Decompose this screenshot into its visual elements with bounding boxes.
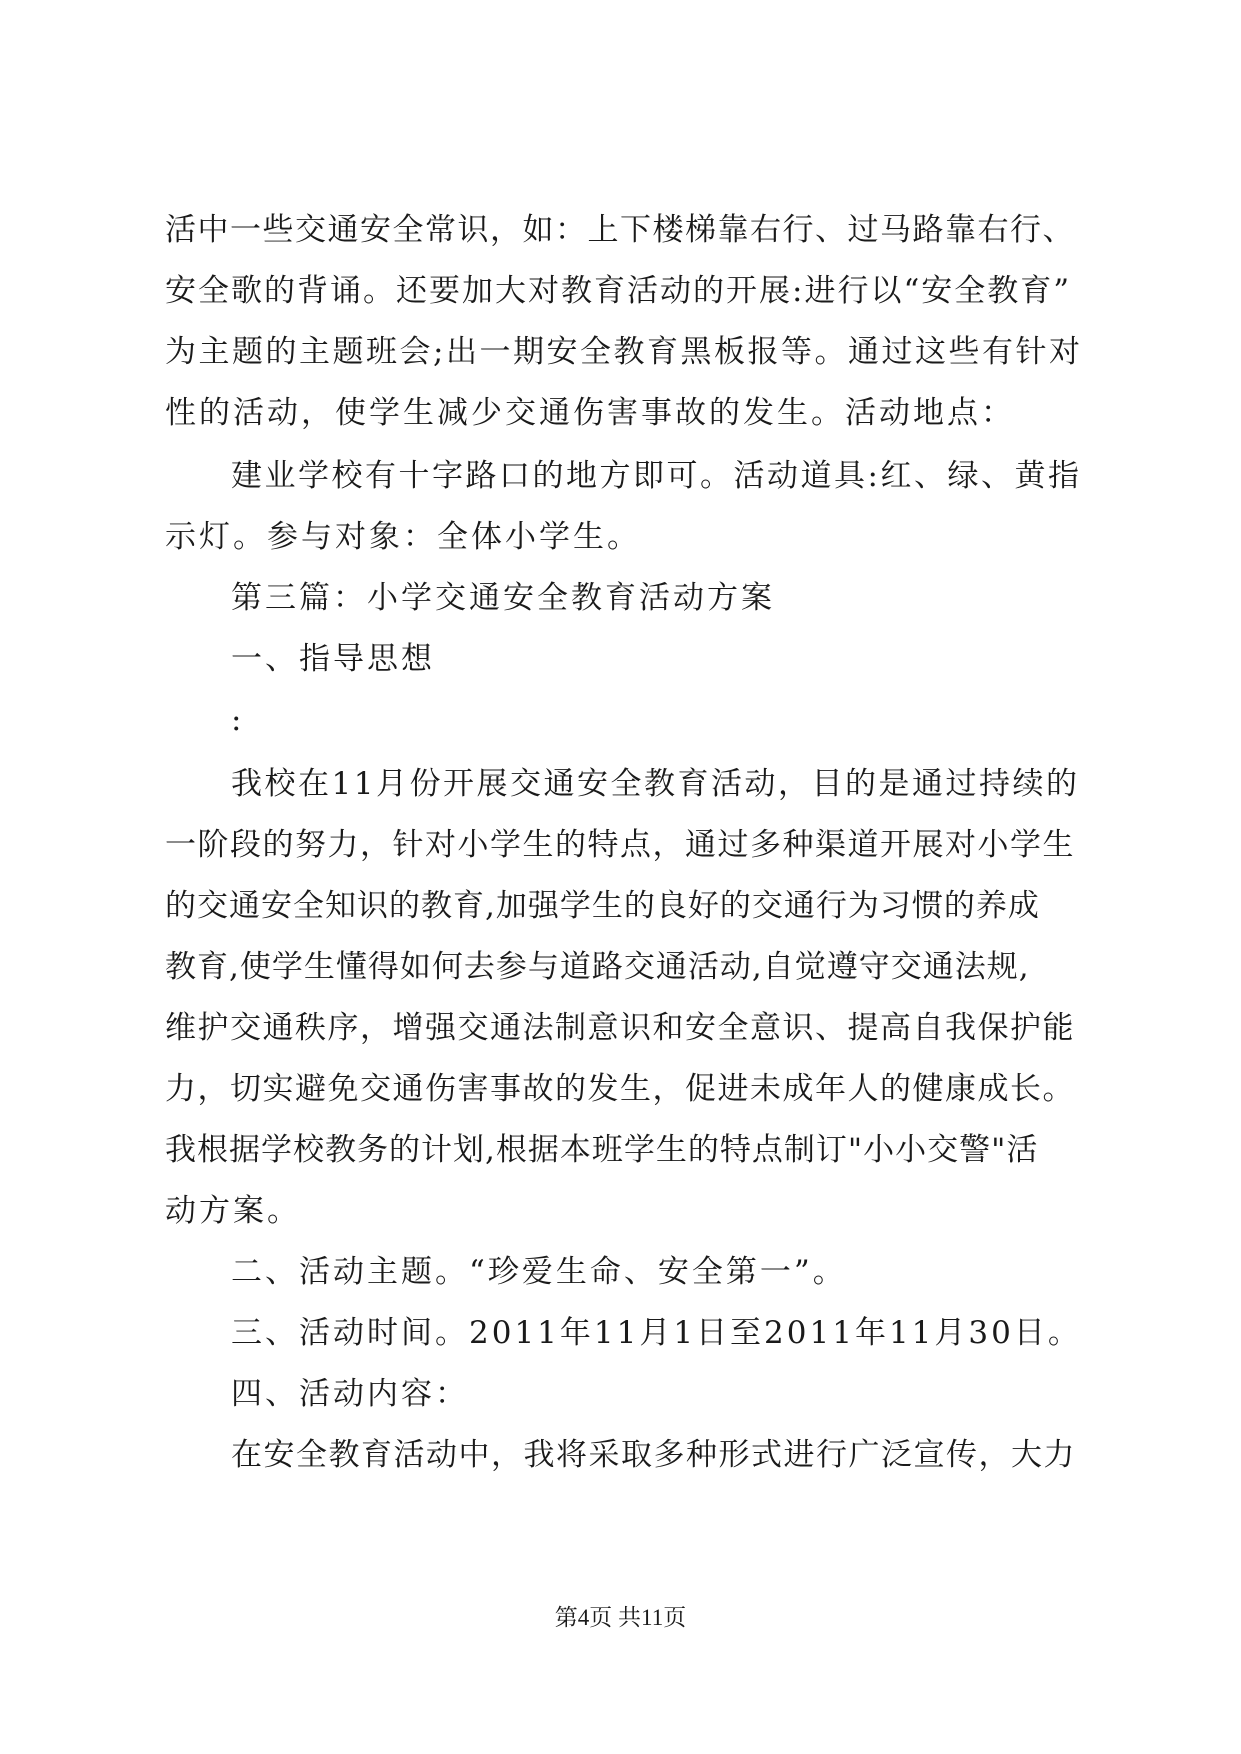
body-line: 建业学校有十字路口的地方即可。活动道具:红、绿、黄指 [231,458,1082,494]
subsection-heading: 四、活动内容： [231,1376,469,1412]
body-line: 我根据学校教务的计划,根据本班学生的特点制订"小小交警"活 [165,1132,1039,1168]
body-line: 活中一些交通安全常识，如：上下楼梯靠右行、过马路靠右行、 [165,212,1075,248]
body-line: 的交通安全知识的教育,加强学生的良好的交通行为习惯的养成 [165,888,1040,924]
body-line: 一阶段的努力，针对小学生的特点，通过多种渠道开展对小学生 [165,827,1075,863]
body-line: 示灯。参与对象：全体小学生。 [165,519,641,555]
subsection-heading: 三、活动时间。2011年11月1日至2011年11月30日。 [231,1315,1082,1351]
body-line: 安全歌的背诵。还要加大对教育活动的开展:进行以“安全教育” [165,273,1072,309]
body-line: 我校在11月份开展交通安全教育活动，目的是通过持续的 [231,766,1080,802]
section-heading: 第三篇：小学交通安全教育活动方案 [231,580,775,616]
body-line: : [231,702,245,738]
page-footer: 第4页 共11页 [554,1605,687,1630]
body-line: 力，切实避免交通伤害事故的发生，促进未成年人的健康成长。 [165,1071,1075,1107]
body-line: 维护交通秩序，增强交通法制意识和安全意识、提高自我保护能 [165,1010,1075,1046]
subsection-heading: 二、活动主题。“珍爱生命、安全第一”。 [231,1254,847,1290]
body-line: 动方案。 [165,1193,301,1229]
body-line: 为主题的主题班会;出一期安全教育黑板报等。通过这些有针对 [165,334,1083,370]
body-line: 在安全教育活动中，我将采取多种形式进行广泛宣传，大力 [231,1437,1076,1473]
subsection-heading: 一、指导思想 [231,641,435,677]
body-line: 教育,使学生懂得如何去参与道路交通活动,自觉遵守交通法规, [165,949,1030,985]
body-line: 性的活动，使学生减少交通伤害事故的发生。活动地点： [165,395,1015,431]
